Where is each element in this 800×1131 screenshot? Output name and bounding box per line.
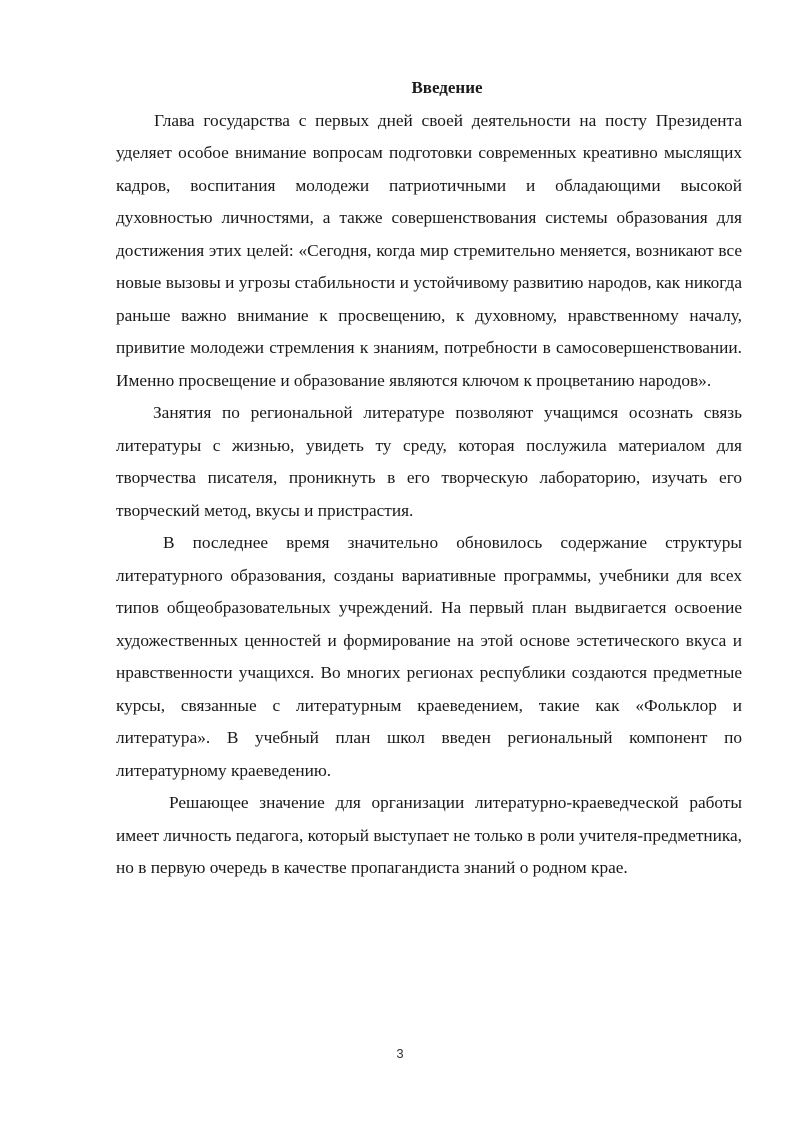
paragraph-teacher-role: Решающее значение для организации литературно-краеведческой работы имеет личность педагога, который выступает не только в роли учителя-предметника, но в первую очередь в качестве пропагандиста знаний о родном крае. [116, 793, 742, 877]
page-number: 3 [396, 1046, 404, 1061]
section-title: Введение [411, 78, 483, 97]
paragraph-regional-literature: Занятия по региональной литературе позволяют учащимся осознать связь литературы с жизнью, увидеть ту среду, которая послужила материалом для творчества писателя, проникнуть в его творческую лабораторию, изучать его творческий метод, вкусы и пристрастия. [116, 403, 742, 520]
paragraph-intro-quote: Глава государства с первых дней своей деятельности на посту Президента уделяет особое внимание вопросам подготовки современных креативно мыслящих кадров, воспитания молодежи патриотичными и обладающими высокой духовностью личностями, а также совершенствования системы образования для достижения этих целей: «Сегодня, когда мир стремительно меняется, возникают все новые вызовы и угрозы стабильности и устойчивому развитию народов, как никогда раньше важно внимание к просвещению, к духовному, нравственному началу, привитие молодежи стремления к знаниям, потребности в самосовершенствовании. Именно просвещение и образование являются ключом к процветанию народов». [116, 110, 742, 390]
paragraph-education-update: В последнее время значительно обновилось содержание структуры литературного образования, созданы вариативные программы, учебники для всех типов общеобразовательных учреждений. На первый план выдвигается освоение художественных ценностей и формирование на этой основе эстетического вкуса и нравственности учащихся. Во многих регионах республики создаются предметные курсы, связанные с литературным краеведением, такие как «Фольклор и литература». В учебный план школ введен региональный компонент по литературному краеведению. [116, 533, 742, 780]
page-content [116, 72, 742, 885]
